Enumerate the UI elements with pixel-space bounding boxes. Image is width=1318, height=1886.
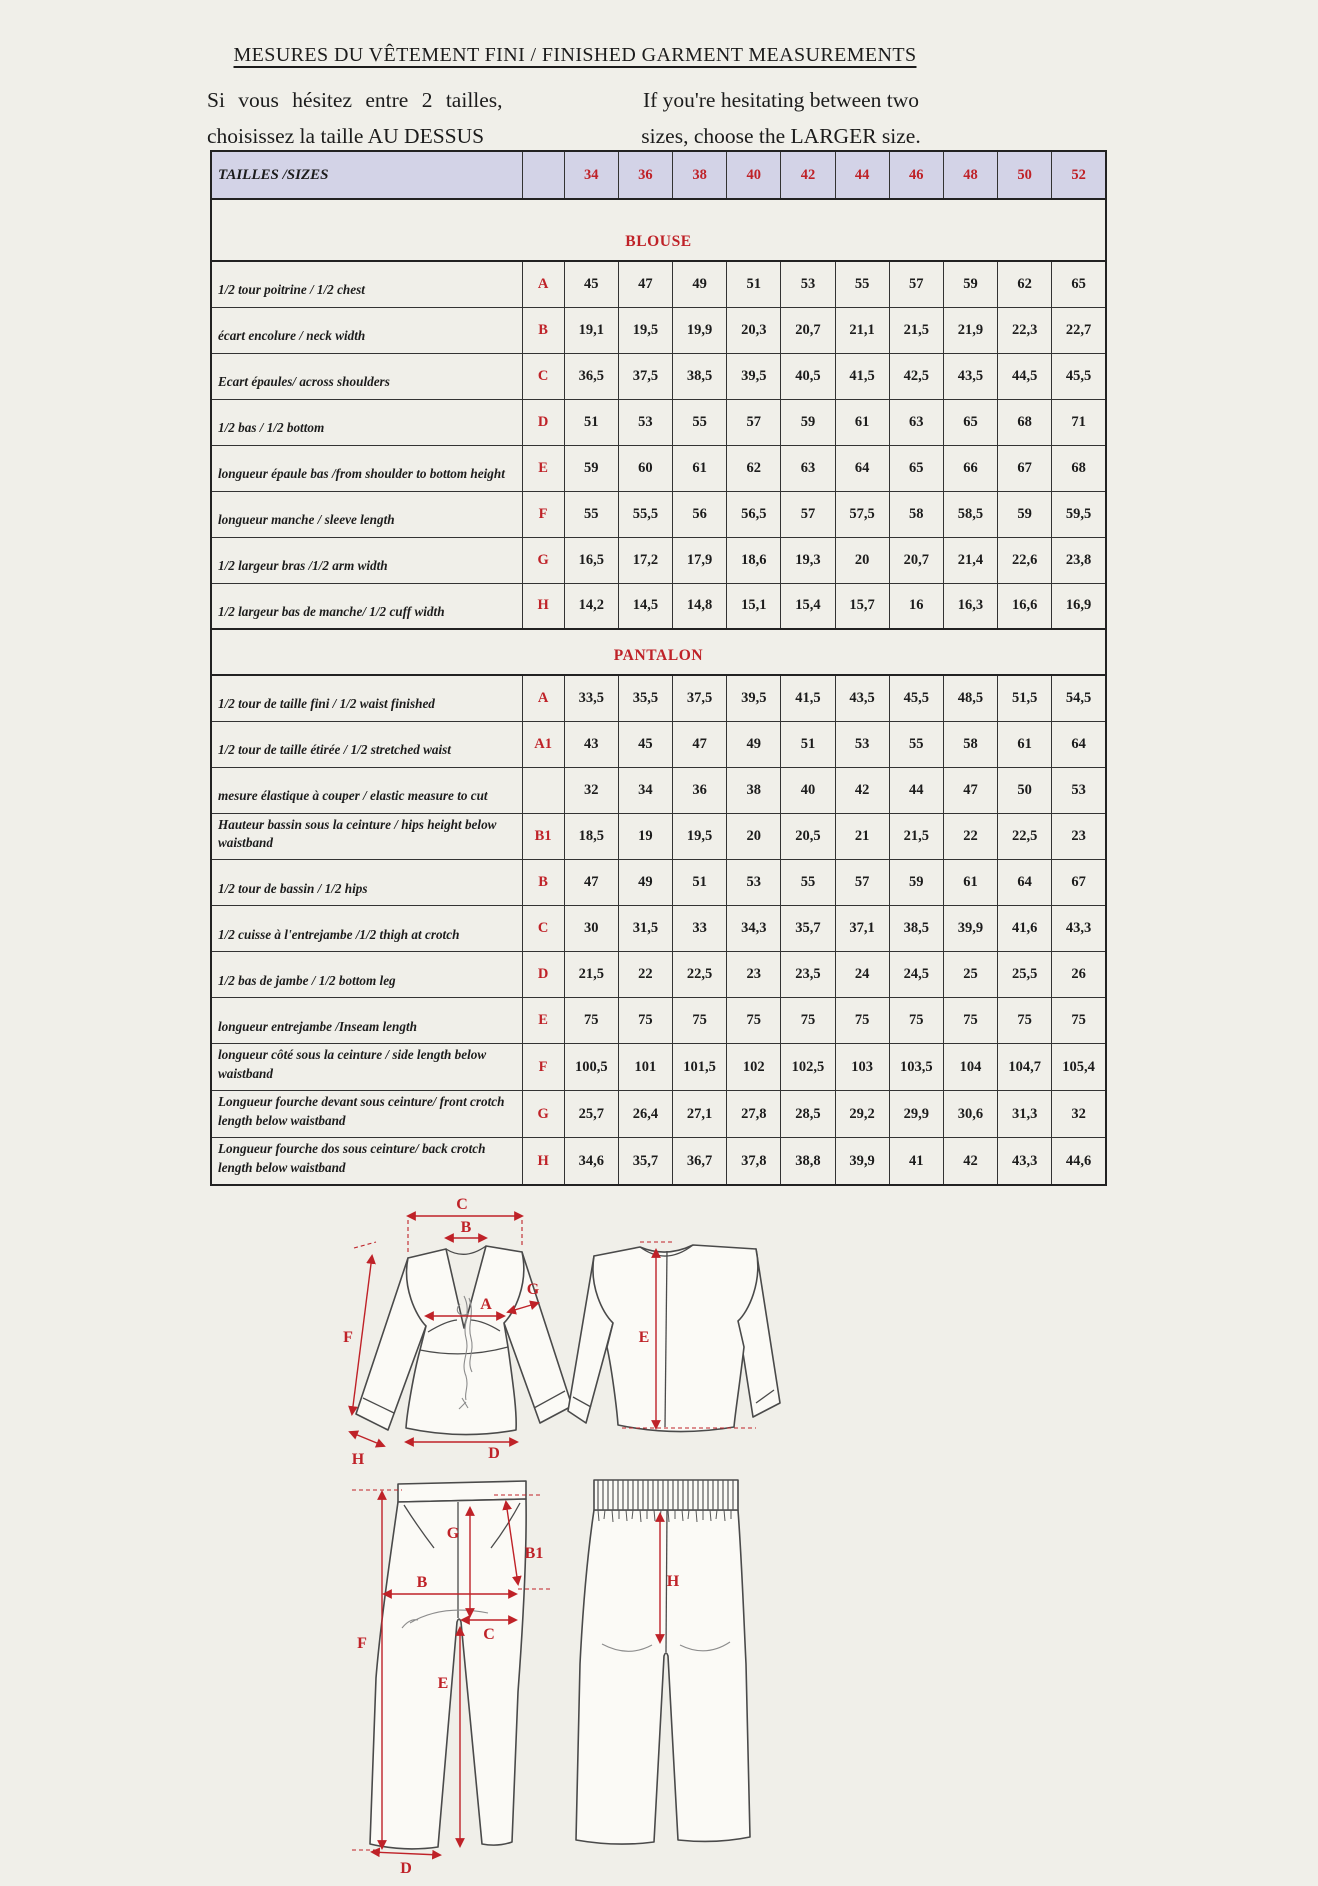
measurement-value: 23,8 xyxy=(1052,537,1106,583)
measurement-value: 21,5 xyxy=(889,307,943,353)
pants-front-drawing xyxy=(352,1481,550,1877)
pants-measure-label-b1: B1 xyxy=(524,1545,544,1562)
measurement-value: 38,5 xyxy=(889,906,943,952)
measurement-value: 51 xyxy=(564,399,618,445)
row-letter: C xyxy=(522,906,564,952)
measurement-value: 20,7 xyxy=(889,537,943,583)
measurement-value: 29,9 xyxy=(889,1091,943,1138)
measurement-value: 100,5 xyxy=(564,1044,618,1091)
table-row xyxy=(211,583,1106,629)
measurement-value: 25,5 xyxy=(998,952,1052,998)
measurement-value: 57 xyxy=(727,399,781,445)
measurement-value: 24,5 xyxy=(889,952,943,998)
blouse-measure-label-a: A xyxy=(480,1296,492,1313)
measurement-value: 104,7 xyxy=(998,1044,1052,1091)
table-row xyxy=(211,813,1106,860)
measurement-value: 44,5 xyxy=(998,353,1052,399)
measurement-value: 45,5 xyxy=(1052,353,1106,399)
row-label: longueur entrejambe /Inseam length xyxy=(211,998,522,1044)
measurement-value: 59 xyxy=(998,491,1052,537)
row-letter: C xyxy=(522,353,564,399)
row-label: 1/2 largeur bras /1/2 arm width xyxy=(211,537,522,583)
measurement-value: 57 xyxy=(835,860,889,906)
measurement-value: 19,1 xyxy=(564,307,618,353)
table-row xyxy=(211,1138,1106,1185)
measurement-value: 24 xyxy=(835,952,889,998)
measurement-value: 55 xyxy=(781,860,835,906)
measurement-value: 63 xyxy=(781,445,835,491)
pants-measure-label-e: E xyxy=(437,1675,449,1692)
measurement-value: 62 xyxy=(998,261,1052,307)
row-label: écart encolure / neck width xyxy=(211,307,522,353)
row-label: Hauteur bassin sous la ceinture / hips height below waistband xyxy=(211,813,522,860)
measurement-value: 71 xyxy=(1052,399,1106,445)
measurement-value: 35,7 xyxy=(618,1138,672,1185)
measurement-value: 101 xyxy=(618,1044,672,1091)
measurement-value: 42,5 xyxy=(889,353,943,399)
measurement-value: 37,8 xyxy=(727,1138,781,1185)
measurement-value: 20,7 xyxy=(781,307,835,353)
pants-measure-label-b: B xyxy=(416,1574,428,1591)
row-label: 1/2 cuisse à l'entrejambe /1/2 thigh at crotch xyxy=(211,906,522,952)
measurement-value: 42 xyxy=(835,767,889,813)
size-col-header: 38 xyxy=(673,151,727,199)
table-row xyxy=(211,445,1106,491)
measurement-value: 34,3 xyxy=(727,906,781,952)
measurement-value: 18,5 xyxy=(564,813,618,860)
measurement-value: 105,4 xyxy=(1052,1044,1106,1091)
table-header-letter-spacer xyxy=(522,151,564,199)
row-letter: A xyxy=(522,675,564,721)
blouse-measure-label-g: G xyxy=(526,1281,540,1298)
measurement-value: 68 xyxy=(998,399,1052,445)
measurement-value: 19 xyxy=(618,813,672,860)
measurement-value: 45,5 xyxy=(889,675,943,721)
blouse-measure-label-f: F xyxy=(343,1329,353,1346)
row-label: 1/2 tour poitrine / 1/2 chest xyxy=(211,261,522,307)
measurement-value: 61 xyxy=(673,445,727,491)
measurement-value: 64 xyxy=(835,445,889,491)
measurement-value: 50 xyxy=(998,767,1052,813)
row-label: 1/2 tour de taille fini / 1/2 waist finished xyxy=(211,675,522,721)
intro-text-french xyxy=(207,82,537,154)
row-label: 1/2 tour de taille étirée / 1/2 stretched waist xyxy=(211,721,522,767)
measurement-value: 55 xyxy=(673,399,727,445)
measurement-value: 101,5 xyxy=(673,1044,727,1091)
measurement-value: 34,6 xyxy=(564,1138,618,1185)
row-label: mesure élastique à couper / elastic measure to cut xyxy=(211,767,522,813)
measurement-value: 68 xyxy=(1052,445,1106,491)
measurement-value: 36,7 xyxy=(673,1138,727,1185)
measurement-value: 39,5 xyxy=(727,675,781,721)
intro-en-line2: sizes, choose the LARGER size. xyxy=(641,124,921,148)
row-label: longueur manche / sleeve length xyxy=(211,491,522,537)
measurement-value: 102,5 xyxy=(781,1044,835,1091)
measurement-value: 58 xyxy=(943,721,997,767)
row-letter: G xyxy=(522,1091,564,1138)
table-row xyxy=(211,399,1106,445)
table-row xyxy=(211,307,1106,353)
measurement-value: 75 xyxy=(564,998,618,1044)
measurement-value: 26,4 xyxy=(618,1091,672,1138)
measurement-value: 47 xyxy=(943,767,997,813)
measurement-value: 64 xyxy=(1052,721,1106,767)
measurement-value: 15,4 xyxy=(781,583,835,629)
row-label: 1/2 largeur bas de manche/ 1/2 cuff width xyxy=(211,583,522,629)
measurement-value: 43,3 xyxy=(998,1138,1052,1185)
measurement-value: 75 xyxy=(943,998,997,1044)
measurement-value: 17,9 xyxy=(673,537,727,583)
measurement-value: 18,6 xyxy=(727,537,781,583)
measurement-value: 14,2 xyxy=(564,583,618,629)
size-col-header: 44 xyxy=(835,151,889,199)
measurement-value: 38,8 xyxy=(781,1138,835,1185)
technical-drawings xyxy=(336,1192,836,1884)
table-header-row xyxy=(211,151,1106,199)
measurement-value: 16,6 xyxy=(998,583,1052,629)
pants-back-drawing xyxy=(576,1480,750,1844)
measurement-value: 21,1 xyxy=(835,307,889,353)
measurement-value: 35,5 xyxy=(618,675,672,721)
measurement-value: 19,5 xyxy=(618,307,672,353)
measurement-value: 75 xyxy=(998,998,1052,1044)
row-letter: H xyxy=(522,1138,564,1185)
measurement-value: 75 xyxy=(673,998,727,1044)
measurement-value: 22 xyxy=(618,952,672,998)
measurement-value: 53 xyxy=(618,399,672,445)
size-col-header: 40 xyxy=(727,151,781,199)
intro-en-line1: If you're hesitating between two xyxy=(642,88,920,112)
measurement-value: 102 xyxy=(727,1044,781,1091)
blouse-measure-label-e: E xyxy=(638,1329,650,1346)
measurement-value: 103,5 xyxy=(889,1044,943,1091)
measurement-value: 58 xyxy=(889,491,943,537)
measurement-value: 22,7 xyxy=(1052,307,1106,353)
measurement-value: 20 xyxy=(727,813,781,860)
intro-fr-line1: Si vous hésitez entre 2 tailles, xyxy=(207,88,503,112)
table-row xyxy=(211,1044,1106,1091)
measurement-value: 51,5 xyxy=(998,675,1052,721)
measurement-value: 103 xyxy=(835,1044,889,1091)
table-row xyxy=(211,998,1106,1044)
measurement-value: 20 xyxy=(835,537,889,583)
measurement-value: 49 xyxy=(673,261,727,307)
size-col-header: 46 xyxy=(889,151,943,199)
measurement-value: 44 xyxy=(889,767,943,813)
measurement-value: 65 xyxy=(1052,261,1106,307)
measurement-value: 30 xyxy=(564,906,618,952)
table-row xyxy=(211,721,1106,767)
measurement-value: 55 xyxy=(835,261,889,307)
measurement-value: 27,8 xyxy=(727,1091,781,1138)
measurement-value: 16 xyxy=(889,583,943,629)
row-letter: B xyxy=(522,860,564,906)
row-letter: G xyxy=(522,537,564,583)
table-header-label: TAILLES /SIZES xyxy=(211,151,522,199)
measurement-value: 43,5 xyxy=(943,353,997,399)
measurement-value: 25 xyxy=(943,952,997,998)
measurement-value: 53 xyxy=(781,261,835,307)
measurement-value: 51 xyxy=(781,721,835,767)
row-letter: E xyxy=(522,445,564,491)
measurement-value: 61 xyxy=(943,860,997,906)
measurement-value: 22,5 xyxy=(998,813,1052,860)
size-col-header: 42 xyxy=(781,151,835,199)
measurement-value: 60 xyxy=(618,445,672,491)
row-letter: B1 xyxy=(522,813,564,860)
intro-fr-line2: choisissez la taille AU DESSUS xyxy=(207,124,485,148)
row-label: longueur épaule bas /from shoulder to bottom height xyxy=(211,445,522,491)
size-col-header: 48 xyxy=(943,151,997,199)
measurement-value: 22,3 xyxy=(998,307,1052,353)
section-header-pantalon xyxy=(211,629,1106,675)
pants-measure-label-d: D xyxy=(400,1860,412,1877)
measurement-value: 26 xyxy=(1052,952,1106,998)
row-label: 1/2 bas / 1/2 bottom xyxy=(211,399,522,445)
measurement-value: 30,6 xyxy=(943,1091,997,1138)
table-row xyxy=(211,860,1106,906)
measurement-value: 17,2 xyxy=(618,537,672,583)
measurement-value: 21,5 xyxy=(564,952,618,998)
row-label: 1/2 tour de bassin / 1/2 hips xyxy=(211,860,522,906)
measurement-value: 75 xyxy=(835,998,889,1044)
measurement-value: 22,5 xyxy=(673,952,727,998)
measurement-value: 35,7 xyxy=(781,906,835,952)
measurement-value: 53 xyxy=(727,860,781,906)
measurement-value: 56 xyxy=(673,491,727,537)
row-letter: D xyxy=(522,399,564,445)
measurement-value: 38,5 xyxy=(673,353,727,399)
row-label: Ecart épaules/ across shoulders xyxy=(211,353,522,399)
section-title: PANTALON xyxy=(211,629,1106,675)
measurement-value: 16,3 xyxy=(943,583,997,629)
pants-measure-label-f: F xyxy=(357,1635,367,1652)
measurement-value: 61 xyxy=(835,399,889,445)
measurement-value: 21,4 xyxy=(943,537,997,583)
measurement-value: 37,5 xyxy=(673,675,727,721)
measurement-value: 63 xyxy=(889,399,943,445)
measurement-value: 23 xyxy=(727,952,781,998)
measurement-value: 43,5 xyxy=(835,675,889,721)
row-letter: H xyxy=(522,583,564,629)
blouse-measure-label-d: D xyxy=(488,1445,500,1462)
intro-text-english xyxy=(616,82,946,154)
measurement-value: 34 xyxy=(618,767,672,813)
measurement-value: 25,7 xyxy=(564,1091,618,1138)
pants-measure-label-c: C xyxy=(483,1626,495,1643)
measurements-table xyxy=(210,150,1107,1186)
table-row xyxy=(211,767,1106,813)
page-title xyxy=(0,44,1150,67)
measurement-value: 14,8 xyxy=(673,583,727,629)
measurement-value: 62 xyxy=(727,445,781,491)
measurement-value: 27,1 xyxy=(673,1091,727,1138)
row-label: Longueur fourche devant sous ceinture/ front crotch length below waistband xyxy=(211,1091,522,1138)
blouse-measure-label-h: H xyxy=(351,1451,365,1468)
row-label: longueur côté sous la ceinture / side length below waistband xyxy=(211,1044,522,1091)
measurement-value: 19,9 xyxy=(673,307,727,353)
blouse-measure-label-b: B xyxy=(460,1219,472,1236)
row-letter: F xyxy=(522,491,564,537)
table-row xyxy=(211,353,1106,399)
size-col-header: 50 xyxy=(998,151,1052,199)
measurement-value: 36,5 xyxy=(564,353,618,399)
measurement-value: 75 xyxy=(781,998,835,1044)
measurement-value: 32 xyxy=(564,767,618,813)
measurement-value: 59 xyxy=(781,399,835,445)
blouse-measure-label-c: C xyxy=(456,1196,468,1213)
measurement-value: 59 xyxy=(889,860,943,906)
measurement-value: 16,9 xyxy=(1052,583,1106,629)
measurement-value: 21,5 xyxy=(889,813,943,860)
measurement-value: 53 xyxy=(1052,767,1106,813)
measurement-value: 38 xyxy=(727,767,781,813)
measurement-value: 41,5 xyxy=(781,675,835,721)
measurement-value: 47 xyxy=(564,860,618,906)
blouse-front-drawing xyxy=(343,1196,572,1468)
measurement-value: 51 xyxy=(727,261,781,307)
measurement-value: 61 xyxy=(998,721,1052,767)
measurement-value: 75 xyxy=(618,998,672,1044)
measurement-value: 59,5 xyxy=(1052,491,1106,537)
measurement-value: 57 xyxy=(781,491,835,537)
measurement-value: 19,5 xyxy=(673,813,727,860)
measurement-value: 37,5 xyxy=(618,353,672,399)
table-row xyxy=(211,952,1106,998)
measurement-value: 39,9 xyxy=(835,1138,889,1185)
measurement-value: 58,5 xyxy=(943,491,997,537)
measurement-value: 39,9 xyxy=(943,906,997,952)
table-row xyxy=(211,906,1106,952)
measurement-value: 33,5 xyxy=(564,675,618,721)
measurement-value: 21 xyxy=(835,813,889,860)
measurement-value: 15,7 xyxy=(835,583,889,629)
measurement-value: 41 xyxy=(889,1138,943,1185)
measurement-value: 67 xyxy=(1052,860,1106,906)
measurement-value: 16,5 xyxy=(564,537,618,583)
size-col-header: 52 xyxy=(1052,151,1106,199)
row-label: 1/2 bas de jambe / 1/2 bottom leg xyxy=(211,952,522,998)
row-letter: D xyxy=(522,952,564,998)
row-letter: A xyxy=(522,261,564,307)
measurement-value: 45 xyxy=(618,721,672,767)
measurement-value: 41,5 xyxy=(835,353,889,399)
measurement-value: 23,5 xyxy=(781,952,835,998)
measurement-value: 51 xyxy=(673,860,727,906)
measurement-value: 104 xyxy=(943,1044,997,1091)
measurement-value: 47 xyxy=(618,261,672,307)
measurement-value: 31,3 xyxy=(998,1091,1052,1138)
measurement-value: 55,5 xyxy=(618,491,672,537)
measurement-value: 65 xyxy=(943,399,997,445)
size-col-header: 34 xyxy=(564,151,618,199)
row-letter: E xyxy=(522,998,564,1044)
measurement-value: 20,5 xyxy=(781,813,835,860)
page-title-text: MESURES DU VÊTEMENT FINI / FINISHED GARMENT MEASUREMENTS xyxy=(233,44,917,66)
measurement-value: 49 xyxy=(727,721,781,767)
blouse-back-drawing xyxy=(568,1242,780,1432)
measurement-value: 32 xyxy=(1052,1091,1106,1138)
measurement-value: 49 xyxy=(618,860,672,906)
measurement-value: 54,5 xyxy=(1052,675,1106,721)
measurement-value: 40 xyxy=(781,767,835,813)
size-col-header: 36 xyxy=(618,151,672,199)
measurement-value: 48,5 xyxy=(943,675,997,721)
measurement-value: 59 xyxy=(943,261,997,307)
measurement-value: 42 xyxy=(943,1138,997,1185)
measurement-value: 43 xyxy=(564,721,618,767)
measurement-value: 57,5 xyxy=(835,491,889,537)
measurement-value: 22,6 xyxy=(998,537,1052,583)
measurement-value: 37,1 xyxy=(835,906,889,952)
measurement-value: 21,9 xyxy=(943,307,997,353)
measurement-value: 59 xyxy=(564,445,618,491)
measurement-value: 23 xyxy=(1052,813,1106,860)
measurement-value: 56,5 xyxy=(727,491,781,537)
measurement-value: 75 xyxy=(889,998,943,1044)
measurement-value: 47 xyxy=(673,721,727,767)
measurement-value: 36 xyxy=(673,767,727,813)
measurement-value: 55 xyxy=(889,721,943,767)
measurement-value: 20,3 xyxy=(727,307,781,353)
table-row xyxy=(211,261,1106,307)
measurement-value: 39,5 xyxy=(727,353,781,399)
section-title: BLOUSE xyxy=(211,199,1106,261)
measurement-value: 28,5 xyxy=(781,1091,835,1138)
table-row xyxy=(211,675,1106,721)
measurement-value: 45 xyxy=(564,261,618,307)
measurement-value: 75 xyxy=(727,998,781,1044)
measurement-value: 44,6 xyxy=(1052,1138,1106,1185)
row-letter xyxy=(522,767,564,813)
row-letter: A1 xyxy=(522,721,564,767)
measurement-value: 15,1 xyxy=(727,583,781,629)
measurement-value: 22 xyxy=(943,813,997,860)
measurement-value: 66 xyxy=(943,445,997,491)
table-row xyxy=(211,537,1106,583)
measurement-value: 55 xyxy=(564,491,618,537)
pants-measure-label-g: G xyxy=(446,1525,460,1542)
measurement-value: 31,5 xyxy=(618,906,672,952)
measurement-value: 67 xyxy=(998,445,1052,491)
measurement-value: 65 xyxy=(889,445,943,491)
table-row xyxy=(211,491,1106,537)
section-header-blouse xyxy=(211,199,1106,261)
measurement-value: 29,2 xyxy=(835,1091,889,1138)
measurement-value: 75 xyxy=(1052,998,1106,1044)
row-letter: F xyxy=(522,1044,564,1091)
measurement-value: 64 xyxy=(998,860,1052,906)
pants-measure-label-h: H xyxy=(666,1573,680,1590)
row-label: Longueur fourche dos sous ceinture/ back crotch length below waistband xyxy=(211,1138,522,1185)
measurement-value: 19,3 xyxy=(781,537,835,583)
measurement-value: 41,6 xyxy=(998,906,1052,952)
measurement-value: 57 xyxy=(889,261,943,307)
measurement-value: 43,3 xyxy=(1052,906,1106,952)
measurement-value: 33 xyxy=(673,906,727,952)
measurement-value: 53 xyxy=(835,721,889,767)
measurement-value: 14,5 xyxy=(618,583,672,629)
measurement-value: 40,5 xyxy=(781,353,835,399)
row-letter: B xyxy=(522,307,564,353)
table-row xyxy=(211,1091,1106,1138)
